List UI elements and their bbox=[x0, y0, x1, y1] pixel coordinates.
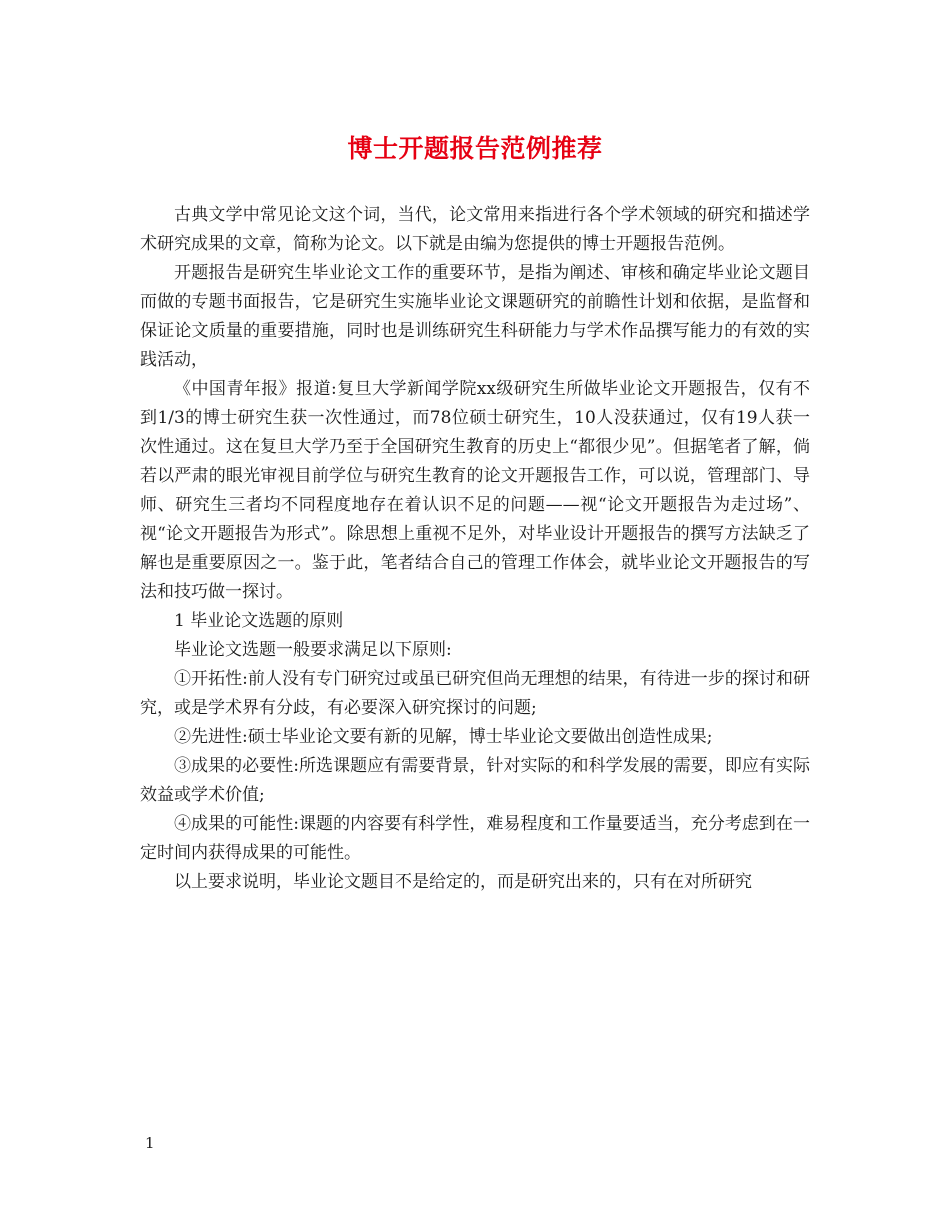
list-item-advanced: ②先进性:硕士毕业论文要有新的见解，博士毕业论文要做出创造性成果; bbox=[174, 727, 713, 747]
list-item-pioneering: ①开拓性:前人没有专门研究过或虽已研究但尚无理想的结果，有待进一步的探讨和研究，或是学术界有分歧，有必要深入研究探讨的问题; bbox=[140, 669, 810, 718]
list-item-feasibility: ④成果的可能性:课题的内容要有科学性，难易程度和工作量要适当，充分考虑到在一定时间内获得成果的可能性。 bbox=[140, 814, 810, 863]
document-title: 博士开题报告范例推荐 bbox=[347, 134, 603, 163]
list-item-necessity: ③成果的必要性:所选课题应有需要背景，针对实际的和科学发展的需要，即应有实际效益或学术价值; bbox=[140, 756, 810, 805]
section-heading: 1 毕业论文选题的原则 bbox=[174, 611, 344, 631]
page-number: 1 bbox=[145, 1134, 155, 1152]
document-body bbox=[140, 201, 810, 897]
paragraph-definition: 开题报告是研究生毕业论文工作的重要环节，是指为阐述、审核和确定毕业论文题目而做的专题书面报告，它是研究生实施毕业论文课题研究的前瞻性计划和依据，是监督和保证论文质量的重要措施，同时也是训练研究生科研能力与学术作品撰写能力的有效的实践活动， bbox=[140, 263, 810, 370]
paragraph-principles-intro: 毕业论文选题一般要求满足以下原则: bbox=[174, 640, 452, 660]
paragraph-conclusion: 以上要求说明，毕业论文题目不是给定的，而是研究出来的，只有在对所研究 bbox=[174, 872, 752, 892]
paragraph-report: 《中国青年报》报道:复旦大学新闻学院xx级研究生所做毕业论文开题报告，仅有不到1/3的博士研究生获一次性通过，而78位硕士研究生，10人没获通过，仅有19人获一次性通过。这在复旦大学乃至于全国研究生教育的历史上“都很少见”。但据笔者了解，倘若以严肃的眼光审视目前学位与研究生教育的论文开题报告工作，可以说，管理部门、导师、研究生三者均不同程度地存在着认识不足的问题——视“论文开题报告为走过场”、视“论文开题报告为形式”。除思想上重视不足外，对毕业设计开题报告的撰写方法缺乏了解也是重要原因之一。鉴于此，笔者结合自己的管理工作体会，就毕业论文开题报告的写法和技巧做一探讨。 bbox=[140, 379, 810, 602]
paragraph-intro: 古典文学中常见论文这个词，当代，论文常用来指进行各个学术领域的研究和描述学术研究成果的文章，简称为论文。以下就是由编为您提供的博士开题报告范例。 bbox=[140, 205, 810, 254]
